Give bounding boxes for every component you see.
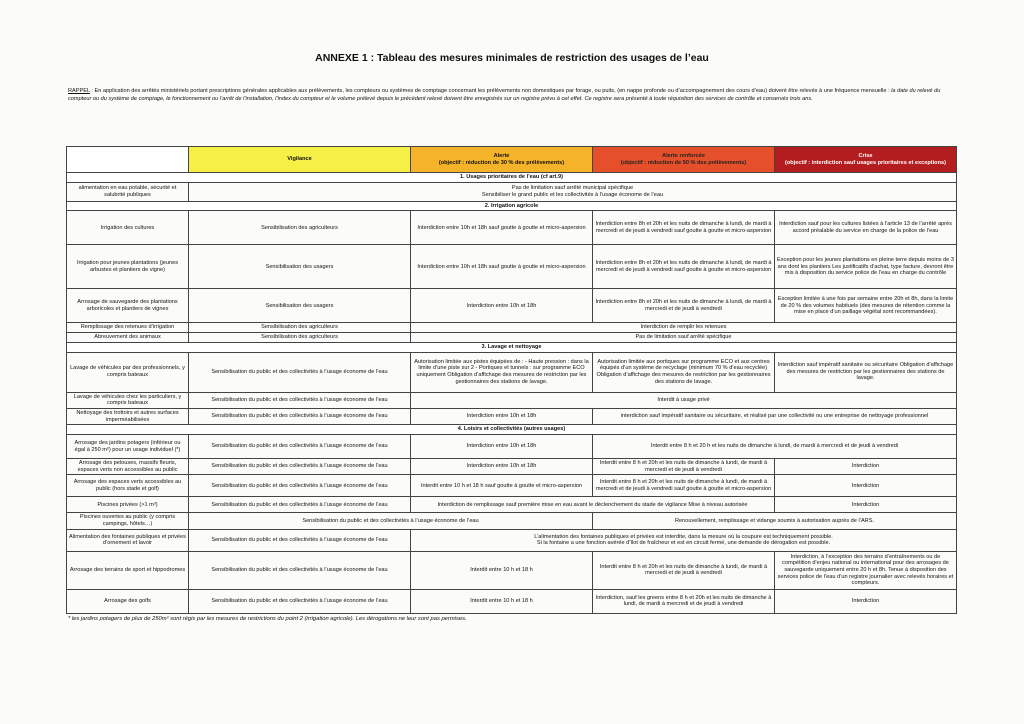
alerte-cell: Interdit entre 10 h et 18 h sauf goutte à goutte et micro-aspersion <box>411 475 593 497</box>
table-row <box>67 435 957 459</box>
section-row <box>67 173 957 183</box>
alerte-cell: Interdiction entre 10h et 18h sauf goutte à goutte et micro-aspersion <box>411 211 593 245</box>
merged-cell <box>411 529 957 551</box>
merged-cell <box>189 182 957 201</box>
rappel-text-italic: la date du relevé du compteur ou du système de comptage, le fonctionnement ou l’arrêt de l’installation, l’index du compteur et le volume prélevé depuis le précédent relevé doivent être enregistrés sur un registre prévu à cet effet. Ce registre sera présenté à toute réquisition des services de contrôle et conservés trois ans. <box>68 88 941 102</box>
usage-cell: Abreuvement des animaux <box>67 333 189 343</box>
vigilance-cell: Sensibilisation des agriculteurs <box>189 323 411 333</box>
table-row <box>67 323 957 333</box>
header-crise <box>775 147 957 173</box>
alerte-cell: Interdit entre 10 h et 18 h <box>411 551 593 589</box>
cell-line: Pas de limitation sauf arrêté municipal spécifique <box>511 185 634 191</box>
crise-cell: Exception pour les jeunes plantations en pleine terre depuis moins de 3 ans dont les plantiers Les justificatifs d’achat, type facture, devront être mis à disposition du service police de l’eau en charge du contrôle <box>775 245 957 289</box>
vigilance-cell: Sensibilisation du public et des collectivités à l’usage économe de l’eau <box>189 435 411 459</box>
header-alerte-label: Alerte <box>493 152 510 159</box>
vigilance-cell: Sensibilisation des usagers <box>189 245 411 289</box>
table-row <box>67 392 957 408</box>
merged-cell: Interdiction de remplissage sauf première mise en eau avant le déclenchement du stade de vigilance Mise à niveau autorisée <box>411 497 775 513</box>
usage-cell: Lavage de véhicules chez les particuliers, y compris bateaux <box>67 392 189 408</box>
crise-cell: Interdiction <box>775 475 957 497</box>
alerte-cell: Autorisation limitée aux pistes équipées de : - Haute pression : dans la limite d’une piste sur 2 - Portiques et tunnels : sur programme ECO uniquement Obligation d’affichage des mesures de restriction par les gestionnaires des stations de lavage. <box>411 352 593 392</box>
alerte-cell: Interdiction entre 10h et 18h <box>411 435 593 459</box>
rappel-text: : En application des arrêtés ministériels portant prescriptions générales applicables aux prélèvements, les compteurs ou systèmes de comptage concernant les prélèvements non domestiques par forage, ou puits, (en nappe profonde ou d’accompagnement des cours d’eau) doivent être relevés à une fréquence mensuelle : <box>89 88 892 94</box>
section-2-title: 2. Irrigation agricole <box>67 201 957 211</box>
merged-cell: interdiction sauf impératif sanitaire ou sécuritaire, et réalisé par une collectivité ou une entreprise de nettoyage professionnel <box>593 408 957 424</box>
table-row <box>67 475 957 497</box>
cell-line: Si la fontaine a une fonction avérée d’îlot de fraîcheur et est en circuit fermé, une demande de dérogation est possible. <box>536 540 831 547</box>
merged-cell: Sensibilisation du public et des collectivités à l’usage économe de l’eau <box>189 513 593 529</box>
renforcee-cell: Interdit entre 8 h et 20h et les nuits de dimanche à lundi, de mardi à mercredi et de jeudi à vendredi sauf goutte à goutte et micro-aspersion <box>593 475 775 497</box>
merged-cell: Renouvellement, remplissage et vidange soumis à autorisation auprès de l’ARS. <box>593 513 957 529</box>
usage-cell: Arrosage des jardins potagers (inférieur ou égal à 250 m²) pour un usage individuel (*) <box>67 435 189 459</box>
table-row <box>67 589 957 613</box>
crise-cell: Interdiction <box>775 497 957 513</box>
merged-cell: Interdiction de remplir les retenues <box>411 323 957 333</box>
table-row <box>67 289 957 323</box>
vigilance-cell: Sensibilisation du public et des collectivités à l’usage économe de l’eau <box>189 392 411 408</box>
section-row <box>67 342 957 352</box>
header-crise-label: Crise <box>858 152 873 159</box>
usage-cell: Remplissage des retenues d’irrigation <box>67 323 189 333</box>
header-alerte <box>411 147 593 173</box>
header-usage <box>67 147 189 173</box>
cell-line: L’alimentation des fontaines publiques et privées est interdite, dans la mesure où la coupure est techniquement possible. <box>534 533 833 540</box>
vigilance-cell: Sensibilisation du public et des collectivités à l’usage économe de l’eau <box>189 475 411 497</box>
vigilance-cell: Sensibilisation du public et des collectivités à l’usage économe de l’eau <box>189 589 411 613</box>
usage-cell: Arrosage des golfs <box>67 589 189 613</box>
usage-cell: Nettoyage des trottoirs et autres surfaces imperméabilisées <box>67 408 189 424</box>
header-vigilance <box>189 147 411 173</box>
header-renforcee-sub: (objectif : réduction de 50 % des prélèvements) <box>620 159 747 166</box>
section-4-title: 4. Loisirs et collectivités (autres usages) <box>67 425 957 435</box>
table-row <box>67 352 957 392</box>
usage-cell: Irrigation des cultures <box>67 211 189 245</box>
cell-line: Sensibiliser le grand public et les collectivités à l’usage économe de l’eau <box>481 191 664 198</box>
merged-cell: Interdit à usage privé <box>411 392 957 408</box>
usage-cell: Arrosage des pelouses, massifs fleuris, espaces verts non accessibles au public <box>67 459 189 475</box>
header-vigilance-label: Vigilance <box>287 156 312 163</box>
renforcee-cell: Autorisation limitée aux portiques sur programme ECO et aux centres équipés d’un système de recyclage (minimum 70 % d’eau recyclée) Obligation d’affichage des mesures de restriction par les gestionnaires des stations de lavage. <box>593 352 775 392</box>
usage-cell: Arrosage de sauvegarde des plantations arboricoles et plantiers de vignes <box>67 289 189 323</box>
usage-cell: Piscines ouvertes au public (y compris campings, hôtels…) <box>67 513 189 529</box>
alerte-cell: Interdiction entre 10h et 18h <box>411 289 593 323</box>
table-row <box>67 245 957 289</box>
crise-cell: Interdiction, à l’exception des terrains d’entraînements ou de compétition d’enjeu national ou international pour des arrosages de sauvegarde uniquement entre 20 h et 8h. Tenue à disposition des services police de l’eau d’un registre journalier avec relevés horaires et compteurs. <box>775 551 957 589</box>
table-row <box>67 513 957 529</box>
renforcee-cell: Interdiction, sauf les greens entre 8 h et 20h et les nuits de dimanche à lundi, de mardi à mercredi et de jeudi à vendredi <box>593 589 775 613</box>
rappel-label: RAPPEL <box>68 88 90 94</box>
crise-cell: Exception limitée à une fois par semaine entre 20h et 8h, dans la limite de 20 % des volumes habituels (des mesures de rétention comme la mise en place d’un paillage végétal sont recommandées). <box>775 289 957 323</box>
header-renforcee <box>593 147 775 173</box>
vigilance-cell: Sensibilisation des agriculteurs <box>189 333 411 343</box>
renforcee-cell: Interdiction entre 8h et 20h et les nuits de dimanche à lundi, de mardi à mercredi et de jeudi à vendredi sauf goutte à goutte et micro-aspersion <box>593 245 775 289</box>
section-row <box>67 201 957 211</box>
usage-cell: Arrosage des espaces verts accessibles au public (hors stade et golf) <box>67 475 189 497</box>
vigilance-cell: Sensibilisation du public et des collectivités à l’usage économe de l’eau <box>189 497 411 513</box>
vigilance-cell: Sensibilisation du public et des collectivités à l’usage économe de l’eau <box>189 529 411 551</box>
header-crise-sub: (objectif : interdiction sauf usages prioritaires et exceptions) <box>784 159 946 166</box>
table-row <box>67 211 957 245</box>
header-renforcee-label: Alerte renforcée <box>662 152 705 159</box>
vigilance-cell: Sensibilisation du public et des collectivités à l’usage économe de l’eau <box>189 459 411 475</box>
table-row <box>67 459 957 475</box>
section-3-title: 3. Lavage et nettoyage <box>67 342 957 352</box>
renforcee-cell: Interdiction entre 8h et 20h et les nuits de dimanche à lundi, de mardi à mercredi et de jeudi à vendredi <box>593 289 775 323</box>
section-1-title: 1. Usages prioritaires de l’eau (cf art.9) <box>67 173 957 183</box>
alerte-cell: Interdiction entre 10h et 18h <box>411 408 593 424</box>
alerte-cell: Interdiction entre 10h et 18h sauf goutte à goutte et micro-aspersion <box>411 245 593 289</box>
header-alerte-sub: (objectif : réduction de 30 % des prélèvements) <box>438 159 565 166</box>
section-row <box>67 425 957 435</box>
vigilance-cell: Sensibilisation du public et des collectivités à l’usage économe de l’eau <box>189 352 411 392</box>
page-title: ANNEXE 1 : Tableau des mesures minimales de restriction des usages de l’eau <box>315 52 709 64</box>
crise-cell: Interdiction <box>775 589 957 613</box>
usage-cell: Alimentation des fontaines publiques et privées d’ornement et lavoir <box>67 529 189 551</box>
crise-cell: Interdiction <box>775 459 957 475</box>
crise-cell: Interdiction sauf pour les cultures listées à l’article 13 de l’arrêté après accord préalable du service en charge de la police de l’eau <box>775 211 957 245</box>
table-row <box>67 333 957 343</box>
table-row <box>67 182 957 201</box>
footnote: * les jardins potagers de plus de 250m² sont régis par les mesures de restrictions du point 2 (irrigation agricole). Les dérogations ne leur sont pas permises. <box>68 616 467 622</box>
merged-cell: Interdit entre 8 h et 20 h et les nuits de dimanche à lundi, de mardi à mercredi et de jeudi à vendredi <box>593 435 957 459</box>
vigilance-cell: Sensibilisation du public et des collectivités à l’usage économe de l’eau <box>189 408 411 424</box>
vigilance-cell: Sensibilisation des usagers <box>189 289 411 323</box>
crise-cell: Interdiction sauf impératif sanitaire ou sécuritaire Obligation d’affichage des mesures de restriction par les gestionnaires des stations de lavage. <box>775 352 957 392</box>
vigilance-cell: Sensibilisation du public et des collectivités à l’usage économe de l’eau <box>189 551 411 589</box>
usage-cell: alimentation en eau potable, sécurité et salubrité publiques <box>67 182 189 201</box>
vigilance-cell: Sensibilisation des agriculteurs <box>189 211 411 245</box>
table-row <box>67 529 957 551</box>
table-row <box>67 408 957 424</box>
alerte-cell: Interdiction entre 10h et 18h <box>411 459 593 475</box>
renforcee-cell: Interdit entre 8 h et 20h et les nuits de dimanche à lundi, de mardi à mercredi et de jeudi à vendredi <box>593 551 775 589</box>
header-row <box>67 147 957 173</box>
merged-cell: Pas de limitation sauf arrêté spécifique <box>411 333 957 343</box>
restriction-table <box>66 146 957 614</box>
usage-cell: Lavage de véhicules par des professionnels, y compris bateaux <box>67 352 189 392</box>
usage-cell: Arrosage des terrains de sport et hippodromes <box>67 551 189 589</box>
renforcee-cell: Interdiction entre 8h et 20h et les nuits de dimanche à lundi, de mardi à mercredi et de jeudi à vendredi sauf goutte à goutte et micro-aspersion <box>593 211 775 245</box>
usage-cell: Piscines privées (>1 m³) <box>67 497 189 513</box>
renforcee-cell: Interdit entre 8 h et 20h et les nuits de dimanche à lundi, de mardi à mercredi et de jeudi à vendredi <box>593 459 775 475</box>
rappel-paragraph <box>68 88 952 103</box>
table-row <box>67 497 957 513</box>
alerte-cell: Interdit entre 10 h et 18 h <box>411 589 593 613</box>
usage-cell: Irrigation pour jeunes plantations (jeunes arbustes et plantiers de vigne) <box>67 245 189 289</box>
table-row <box>67 551 957 589</box>
